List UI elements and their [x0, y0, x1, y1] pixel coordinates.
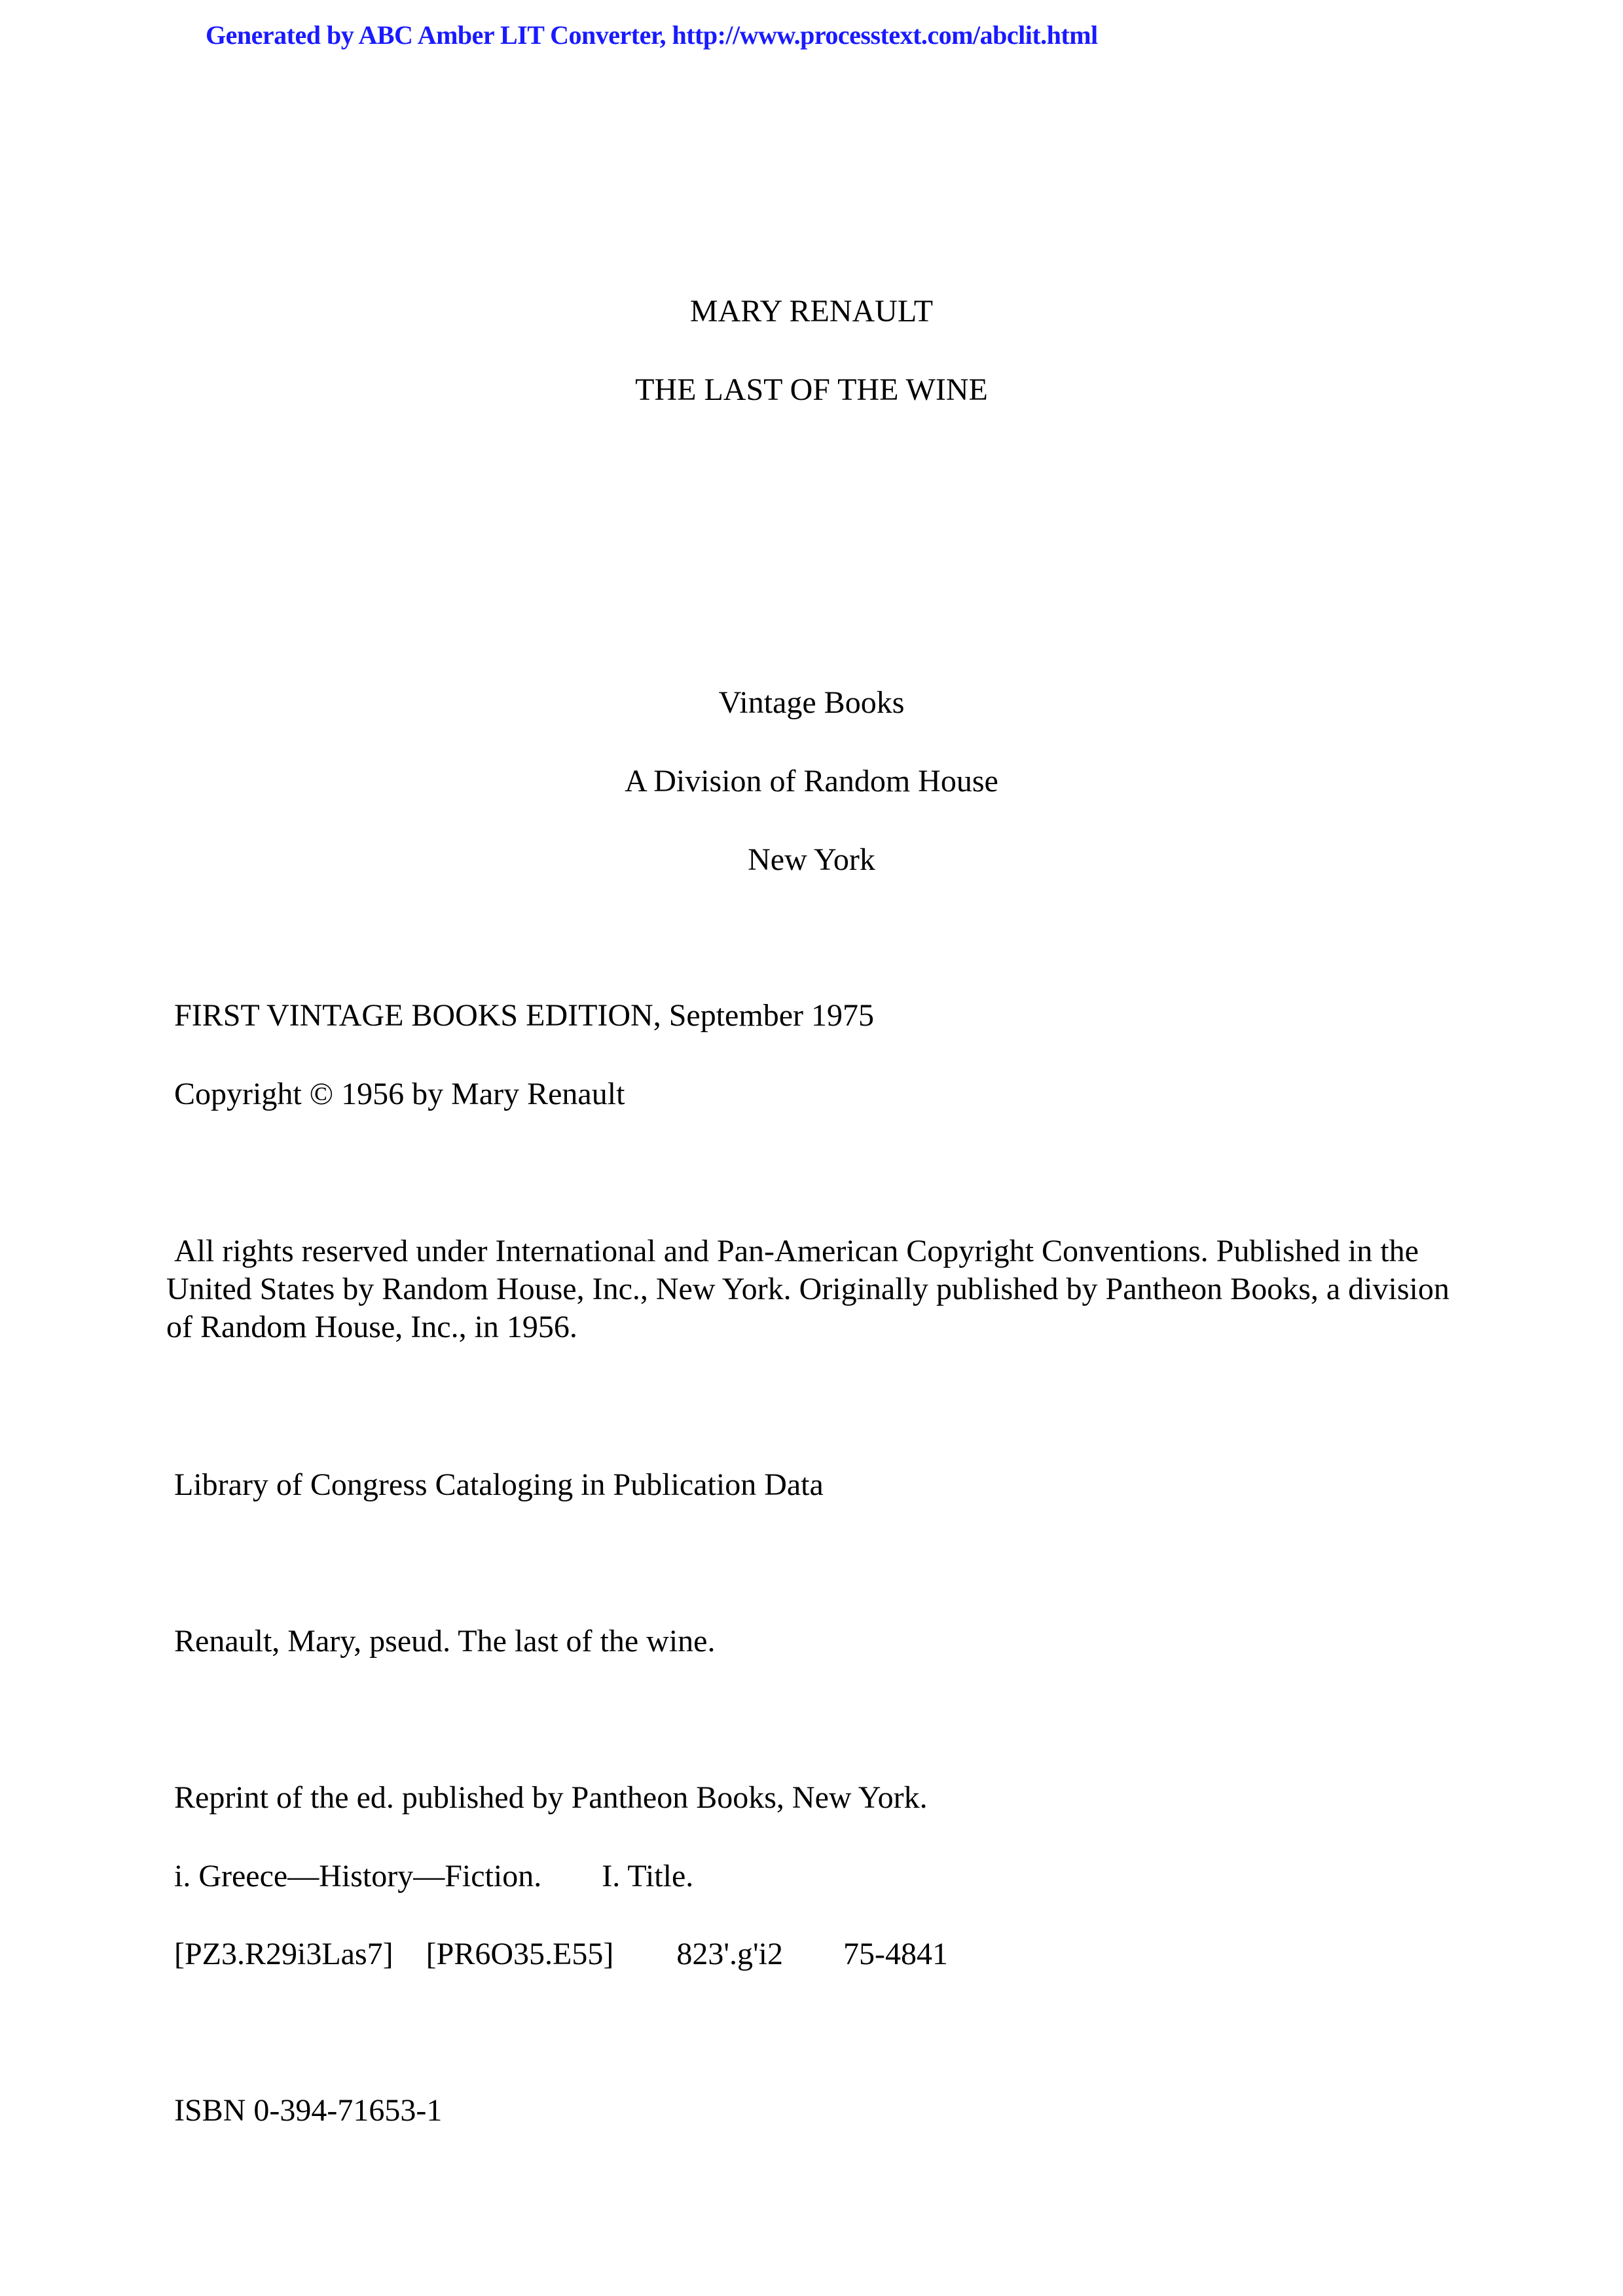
rights-paragraph: All rights reserved under International and Pan-American Copyright Conventions. Published in the United States by Random House, Inc., New York. Originally published by Pantheon Books, a division of Random House, Inc., in 1956. [166, 1234, 1450, 1344]
cip-entry: Renault, Mary, pseud. The last of the wine. [174, 1624, 716, 1659]
publisher-city: New York [748, 842, 875, 877]
book-title: THE LAST OF THE WINE [635, 372, 988, 407]
lc-call-number-alt: [PR6O35.E55] [426, 1937, 614, 1971]
publisher-imprint: Vintage Books [718, 685, 905, 720]
reprint-note: Reprint of the ed. published by Pantheon Books, New York. [174, 1780, 928, 1815]
cip-heading: Library of Congress Cataloging in Publication Data [174, 1467, 824, 1502]
publisher-division: A Division of Random House [625, 764, 998, 798]
subject-heading: i. Greece—History—Fiction. [174, 1859, 542, 1893]
title-entry: I. Title. [602, 1859, 694, 1893]
author-name: MARY RENAULT [689, 294, 934, 329]
edition-line: FIRST VINTAGE BOOKS EDITION, September 1975 [174, 998, 874, 1033]
converter-banner[interactable]: Generated by ABC Amber LIT Converter, http://www.processtext.com/abclit.html [206, 20, 1098, 50]
lc-call-number: [PZ3.R29i3Las7] [174, 1937, 393, 1971]
lccn-number: 75-4841 [843, 1937, 948, 1971]
classification-line [174, 1936, 948, 1972]
subject-line [174, 1858, 693, 1894]
copyright-line: Copyright © 1956 by Mary Renault [174, 1077, 625, 1111]
isbn-line: ISBN 0-394-71653-1 [174, 2093, 443, 2128]
dewey-number: 823'.g'i2 [676, 1937, 783, 1971]
